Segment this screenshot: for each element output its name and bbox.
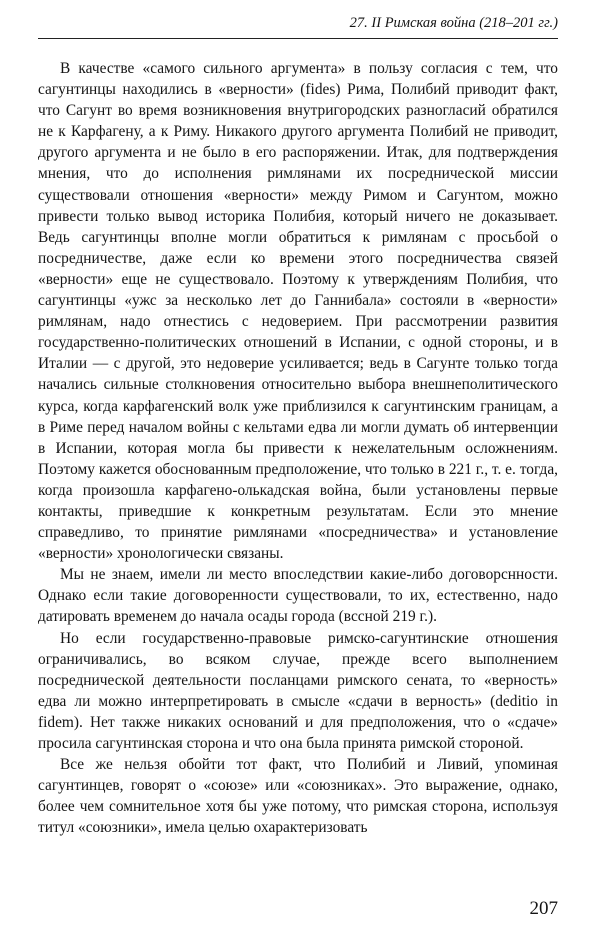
page-number: 207: [529, 898, 558, 919]
header-rule: [38, 38, 558, 39]
paragraph: Все же нельзя обойти тот факт, что Полибий и Ливий, упоминая сагунтинцев, говорят о «союзе» или «союзниках». Это выражение, однако, более чем сомнительное хотя бы уже потому, что римская сторона, используя титул «союзники», имела целью охарактеризовать: [38, 756, 558, 837]
running-header: 27. II Римская война (218–201 гг.): [349, 15, 558, 31]
paragraph: Но если государственно-правовые римско-сагунтинские отношения ограничивались, во всяком случае, прежде всего выполнением посреднической деятельности посланцами римского сената, то «верность» едва ли можно интерпретировать в смысле «сдачи в верность» (deditio in fidem). Нет также никаких оснований и для предположения, что о «сдаче» просила сагунтинская сторона и что она была принята римской стороной.: [38, 629, 558, 752]
body-text: [38, 58, 558, 838]
paragraph: В качестве «самого сильного аргумента» в пользу согласия с тем, что сагунтинцы находились в «верности» (fides) Рима, Полибий приводит факт, что Сагунт во время возникновения внутригородских разногласий обратился не к Карфагену, а к Риму. Никакого другого аргумента Полибий не приводит, другого аргумента и не было в его распоряжении. Итак, для подтверждения мнения, что до исполнения римлянами их посреднической миссии существовали отношения «верности» между Римом и Сагунтом, можно привести только вывод историка Полибия, который ничего не доказывает. Ведь сагунтинцы вполне могли обратиться к римлянам с просьбой о посредничестве, даже если ко времени этого посредничества связей «верности» еще не существовало. Поэтому к утверждениям Полибия, что сагунтинцы «ужс за несколько лет до Ганнибала» состояли в «верности» римлянам, надо отнестись с недоверием. При рассмотрении развития государственно-политических отношений в Испании, с одной стороны, и в Италии — с другой, это недоверие усиливается; ведь в Сагунте только тогда начались сильные столкновения относительно выбора внешнеполитического курса, когда карфагенский волк уже приблизился к сагунтинским границам, а в Риме перед началом войны с кельтами едва ли могли думать об интервенции в Испании, которая могла бы привести к нежелательным осложнениям. Поэтому кажется обоснованным предположение, что только в 221 г., т. е. тогда, когда произошла карфагено-олькадская война, были установлены первые контакты, приведшие к конкретным результатам. Если это мнение справедливо, то принятие римлянами «посредничества» и установление «верности» хронологически связаны.: [38, 60, 558, 563]
paragraph: Мы не знаем, имели ли место впоследствии какие-либо договорснности. Однако если такие договоренности существовали, то их, естественно, надо датировать временем до начала осады города (всcной 219 г.).: [38, 566, 558, 626]
